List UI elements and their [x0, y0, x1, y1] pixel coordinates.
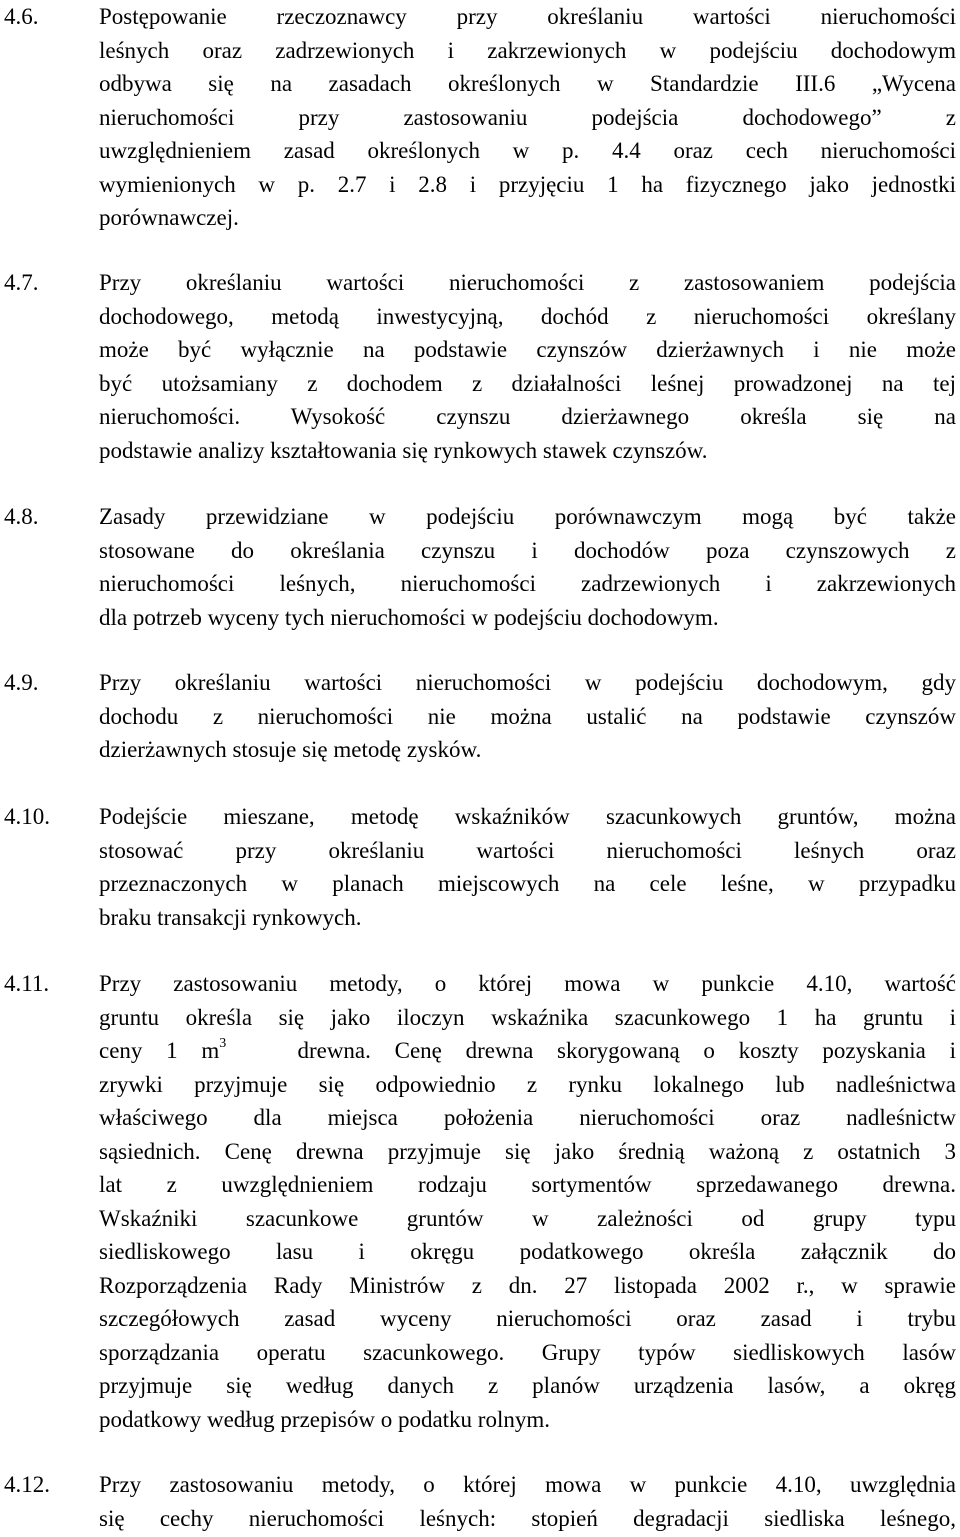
text-line: się cechy nieruchomości leśnych: stopień degradacji siedliska leśnego,: [99, 1505, 956, 1531]
text-line: dla potrzeb wyceny tych nieruchomości w podejściu dochodowym.: [99, 604, 719, 630]
text-line: braku transakcji rynkowych.: [99, 904, 362, 930]
text-line: siedliskowego lasu i okręgu podatkowego określa załącznik do: [99, 1239, 956, 1264]
section-number: 4.7.: [4, 270, 39, 295]
text-line: porównawczej.: [99, 205, 239, 230]
text-line: Podejście mieszane, metodę wskaźników szacunkowych gruntów, można: [99, 804, 956, 829]
text-fragment: [226, 1038, 297, 1063]
text-line: podatkowy według przepisów o podatku rolnym.: [99, 1406, 550, 1432]
text-line: Przy określaniu wartości nieruchomości w podejściu dochodowym, gdy: [99, 670, 956, 695]
text-line: Wskaźniki szacunkowe gruntów w zależności od grupy typu: [99, 1205, 956, 1231]
text-line: uwzględnieniem zasad określonych w p. 4.4 oraz cech nieruchomości: [99, 138, 956, 163]
text-line: gruntu określa się jako iloczyn wskaźnika szacunkowego 1 ha gruntu i: [99, 1004, 956, 1030]
text-line: nieruchomości. Wysokość czynszu dzierżawnego określa się na: [99, 404, 956, 429]
text-line: stosować przy określaniu wartości nieruchomości leśnych oraz: [99, 837, 956, 863]
section-number: 4.11.: [4, 971, 50, 996]
text-fragment: ceny 1 m: [99, 1038, 220, 1063]
text-line: wymienionych w p. 2.7 i 2.8 i przyjęciu 1 ha fizycznego jako jednostki: [99, 171, 956, 197]
section-text: [99, 1468, 956, 1535]
text-line: dochodu z nieruchomości nie można ustalić na podstawie czynszów: [99, 703, 956, 729]
text-line: właściwego dla miejsca położenia nieruchomości oraz nadleśnictw: [99, 1105, 956, 1130]
section-text: [99, 500, 956, 634]
section-text: [99, 266, 956, 467]
section-text: [99, 0, 956, 235]
section-number: 4.12.: [4, 1472, 50, 1497]
text-line-with-superscript: [99, 1034, 956, 1068]
text-line: nieruchomości przy zastosowaniu podejścia dochodowego” z: [99, 104, 956, 130]
text-line: stosowane do określania czynszu i dochodów poza czynszowych z: [99, 537, 956, 563]
superscript: 3: [219, 1036, 227, 1052]
section-number: 4.8.: [4, 504, 39, 529]
text-line: nieruchomości leśnych, nieruchomości zadrzewionych i zakrzewionych: [99, 571, 956, 596]
section-text: [99, 967, 956, 1436]
text-line: Przy zastosowaniu metody, o której mowa w punkcie 4.10, wartość: [99, 971, 956, 996]
text-line: Rozporządzenia Rady Ministrów z dn. 27 listopada 2002 r., w sprawie: [99, 1272, 956, 1298]
text-line: Zasady przewidziane w podejściu porównawczym mogą być także: [99, 504, 956, 529]
text-line: Postępowanie rzeczoznawcy przy określaniu wartości nieruchomości: [99, 4, 956, 29]
text-line: Przy określaniu wartości nieruchomości z zastosowaniem podejścia: [99, 270, 956, 295]
text-line: lat z uwzględnieniem rodzaju sortymentów sprzedawanego drewna.: [99, 1172, 956, 1197]
text-line: być utożsamiany z dochodem z działalności leśnej prowadzonej na tej: [99, 370, 956, 396]
text-line: podstawie analizy kształtowania się rynkowych stawek czynszów.: [99, 437, 708, 463]
text-line: sąsiednich. Cenę drewna przyjmuje się jako średnią ważoną z ostatnich 3: [99, 1138, 956, 1164]
text-fragment: drewna. Cenę drewna skorygowaną o koszty pozyskania i: [297, 1038, 956, 1063]
text-line: leśnych oraz zadrzewionych i zakrzewionych w podejściu dochodowym: [99, 37, 956, 63]
section-text: [99, 800, 956, 934]
section-number: 4.6.: [4, 4, 39, 29]
section-text: [99, 666, 956, 767]
section-number: 4.10.: [4, 804, 50, 829]
text-line: zrywki przyjmuje się odpowiednio z rynku lokalnego lub nadleśnictwa: [99, 1071, 956, 1097]
text-line: może być wyłącznie na podstawie czynszów dzierżawnych i nie może: [99, 337, 956, 362]
text-line: Przy zastosowaniu metody, o której mowa w punkcie 4.10, uwzględnia: [99, 1472, 956, 1497]
text-line: przeznaczonych w planach miejscowych na cele leśne, w przypadku: [99, 871, 956, 896]
text-line: przyjmuje się według danych z planów urządzenia lasów, a okręg: [99, 1373, 956, 1398]
text-line: odbywa się na zasadach określonych w Standardzie III.6 „Wycena: [99, 71, 956, 96]
text-line: szczegółowych zasad wyceny nieruchomości oraz zasad i trybu: [99, 1306, 956, 1331]
text-line: dochodowego, metodą inwestycyjną, dochód z nieruchomości określany: [99, 303, 956, 329]
text-line: sporządzania operatu szacunkowego. Grupy typów siedliskowych lasów: [99, 1339, 956, 1365]
section-number: 4.9.: [4, 670, 39, 695]
text-line: dzierżawnych stosuje się metodę zysków.: [99, 737, 482, 762]
